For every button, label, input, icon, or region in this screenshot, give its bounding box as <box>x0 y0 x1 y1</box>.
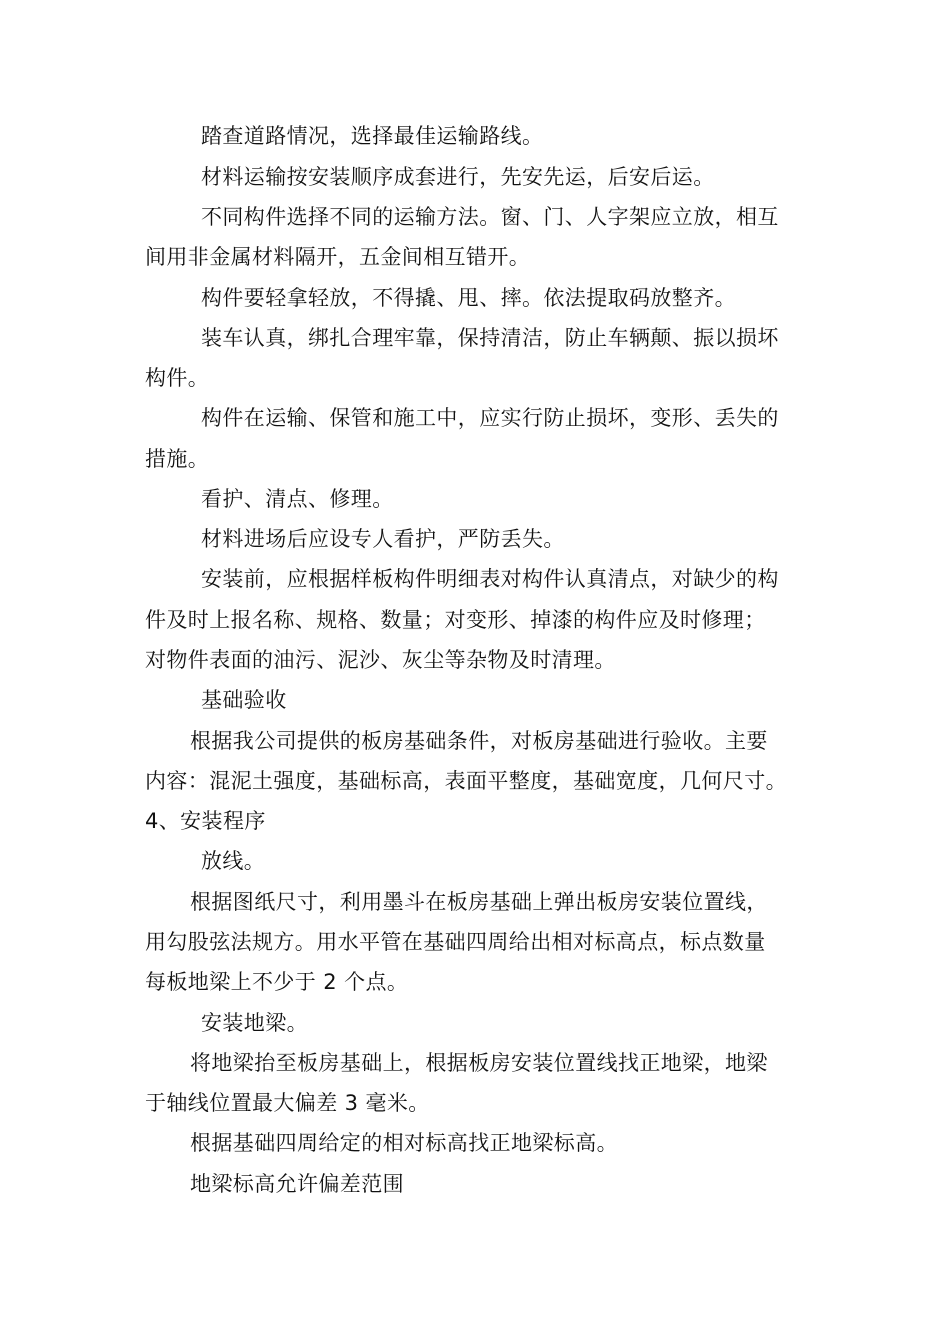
text-line: 构件在运输、保管和施工中，应实行防止损坏，变形、丢失的 <box>201 406 779 430</box>
text-line: 根据基础四周给定的相对标高找正地梁标高。 <box>190 1131 618 1155</box>
text-line: 材料进场后应设专人看护，严防丢失。 <box>201 527 565 551</box>
text-line: 于轴线位置最大偏差 3 毫米。 <box>145 1091 430 1115</box>
section-heading: 放线。 <box>201 849 266 873</box>
text-line: 件及时上报名称、规格、数量；对变形、掉漆的构件应及时修理； <box>145 608 766 632</box>
text-line: 材料运输按安装顺序成套进行，先安先运，后安后运。 <box>201 165 715 189</box>
text-line: 将地梁抬至板房基础上，根据板房安装位置线找正地梁，地梁 <box>190 1051 768 1075</box>
text-line: 根据我公司提供的板房基础条件，对板房基础进行验收。主要 <box>190 729 768 753</box>
text-line: 措施。 <box>145 447 210 471</box>
text-line: 根据图纸尺寸，利用墨斗在板房基础上弹出板房安装位置线， <box>190 890 768 914</box>
section-heading: 安装地梁。 <box>201 1011 308 1035</box>
section-heading: 4、安装程序 <box>145 809 266 833</box>
section-heading: 基础验收 <box>201 688 287 712</box>
text-line: 装车认真，绑扎合理牢靠，保持清洁，防止车辆颠、振以损坏 <box>201 326 779 350</box>
text-line: 间用非金属材料隔开，五金间相互错开。 <box>145 245 531 269</box>
text-line: 地梁标高允许偏差范围 <box>190 1172 404 1196</box>
text-line: 对物件表面的油污、泥沙、灰尘等杂物及时清理。 <box>145 648 616 672</box>
text-line: 构件要轻拿轻放，不得撬、甩、摔。依法提取码放整齐。 <box>201 286 736 310</box>
text-line: 看护、清点、修理。 <box>201 487 394 511</box>
text-line: 每板地梁上不少于 2 个点。 <box>145 970 409 994</box>
text-line: 用勾股弦法规方。用水平管在基础四周给出相对标高点，标点数量 <box>145 930 766 954</box>
text-line: 不同构件选择不同的运输方法。窗、门、人字架应立放，相互 <box>201 205 779 229</box>
text-line: 构件。 <box>145 366 210 390</box>
text-line: 安装前，应根据样板构件明细表对构件认真清点，对缺少的构 <box>201 567 779 591</box>
text-line: 内容：混泥土强度，基础标高，表面平整度，基础宽度，几何尺寸。 <box>145 769 787 793</box>
text-line: 踏查道路情况，选择最佳运输路线。 <box>201 124 544 148</box>
